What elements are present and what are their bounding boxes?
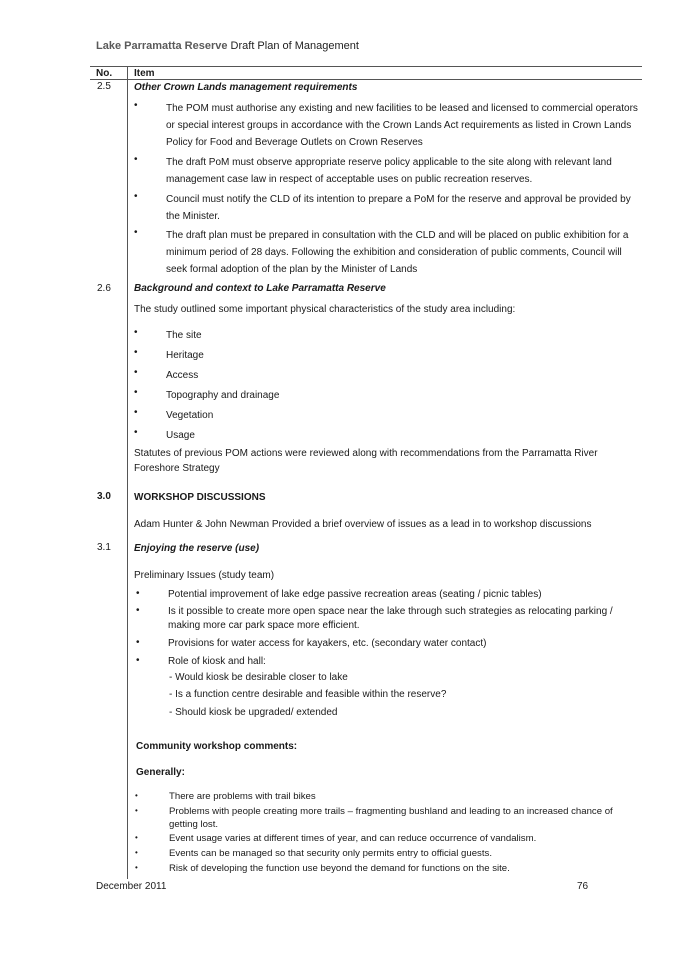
section-heading: Enjoying the reserve (use) xyxy=(134,543,260,554)
bullet-icon: • xyxy=(134,191,138,202)
generally-heading: Generally: xyxy=(136,767,185,778)
sub-list-item: - Is a function centre desirable and feasible within the reserve? xyxy=(169,689,447,700)
section-number: 2.5 xyxy=(97,81,111,92)
sub-list-item: - Would kiosk be desirable closer to lake xyxy=(169,672,348,683)
bullet-icon: • xyxy=(134,154,138,165)
preliminary-label: Preliminary Issues (study team) xyxy=(134,570,275,581)
list-item-text: Role of kiosk and hall: xyxy=(168,656,266,667)
section-number: 3.0 xyxy=(97,491,111,502)
section-heading: Other Crown Lands management requirements xyxy=(134,82,358,93)
bullet-icon: • xyxy=(136,637,140,648)
bullet-icon: • xyxy=(135,848,138,857)
bullet-icon: • xyxy=(134,367,138,378)
list-item-text: Topography and drainage xyxy=(166,390,280,401)
bullet-icon: • xyxy=(136,588,140,599)
list-item-text: Council must notify the CLD of its intention to prepare a PoM for the reserve and approval be provided by the Minister. xyxy=(166,194,631,222)
section-heading: Background and context to Lake Parramatta Reserve xyxy=(134,283,386,294)
list-item-text: The site xyxy=(166,330,202,341)
list-item-text: Heritage xyxy=(166,350,204,361)
bullet-icon: • xyxy=(134,347,138,358)
list-item-text: The draft plan must be prepared in consultation with the CLD and will be placed on public exhibition for a minimum period of 28 days. Following the exhibition and consideration of public comments, Council will seek formal adoption of the plan by the Minister of Lands xyxy=(166,230,629,275)
bullet-icon: • xyxy=(134,327,138,338)
list-item-text: Event usage varies at different times of year, and can reduce occurrence of vandalism. xyxy=(169,833,537,844)
column-header-no: No. xyxy=(96,68,113,79)
list-item-text: Usage xyxy=(166,430,195,441)
list-item-text: The POM must authorise any existing and new facilities to be leased and licensed to commercial operators or special interest groups in accordance with the Crown Lands Act requirements as listed in Crown Lands Policy for Food and Beverage Outlets on Crown Reserves xyxy=(166,103,638,148)
header-title: Draft Plan of Management xyxy=(227,40,359,52)
column-header-item: Item xyxy=(134,68,155,79)
section-number: 2.6 xyxy=(97,283,111,294)
running-header xyxy=(96,40,359,52)
bullet-icon: • xyxy=(135,791,138,800)
bullet-icon: • xyxy=(134,227,138,238)
bullet-icon: • xyxy=(134,407,138,418)
section-heading: WORKSHOP DISCUSSIONS xyxy=(134,492,266,503)
list-item-text: Access xyxy=(166,370,199,381)
list-item-text: Events can be managed so that security only permits entry to official guests. xyxy=(169,848,492,859)
bullet-icon: • xyxy=(135,833,138,842)
bullet-icon: • xyxy=(134,387,138,398)
list-item-text: Problems with people creating more trails – fragmenting bushland and leading to an increased chance of getting lost. xyxy=(169,806,613,830)
sub-list-item: - Should kiosk be upgraded/ extended xyxy=(169,707,338,718)
bullet-icon: • xyxy=(134,427,138,438)
header-brand: Lake Parramatta Reserve xyxy=(96,40,228,52)
page-number: 76 xyxy=(577,881,589,892)
bullet-icon: • xyxy=(134,100,138,111)
list-item-text: Provisions for water access for kayakers, etc. (secondary water contact) xyxy=(168,638,487,649)
bullet-icon: • xyxy=(136,605,140,616)
community-heading: Community workshop comments: xyxy=(136,741,298,752)
bullet-icon: • xyxy=(135,806,138,815)
list-item-text: Is it possible to create more open space near the lake through such strategies as relocating parking / making more car park space more efficient. xyxy=(168,606,613,631)
section-intro: The study outlined some important physical characteristics of the study area including: xyxy=(134,304,516,315)
table-header-rule xyxy=(90,79,642,80)
list-item-text: Vegetation xyxy=(166,410,214,421)
section-closing: Statutes of previous POM actions were reviewed along with recommendations from the Parramatta River Foreshore Strategy xyxy=(134,448,598,474)
section-number: 3.1 xyxy=(97,542,111,553)
list-item-text: The draft PoM must observe appropriate reserve policy applicable to the site along with relevant land management case law in respect of acceptable uses on public recreation reserves. xyxy=(166,157,612,185)
list-item-text: There are problems with trail bikes xyxy=(169,791,316,802)
bullet-icon: • xyxy=(136,655,140,666)
table-top-rule xyxy=(90,66,642,67)
footer-date: December 2011 xyxy=(96,881,167,892)
list-item-text: Potential improvement of lake edge passive recreation areas (seating / picnic tables) xyxy=(168,589,542,600)
bullet-icon: • xyxy=(135,863,138,872)
section-text: Adam Hunter & John Newman Provided a brief overview of issues as a lead in to workshop discussions xyxy=(134,519,592,530)
column-divider xyxy=(127,66,128,879)
list-item-text: Risk of developing the function use beyond the demand for functions on the site. xyxy=(169,863,510,874)
